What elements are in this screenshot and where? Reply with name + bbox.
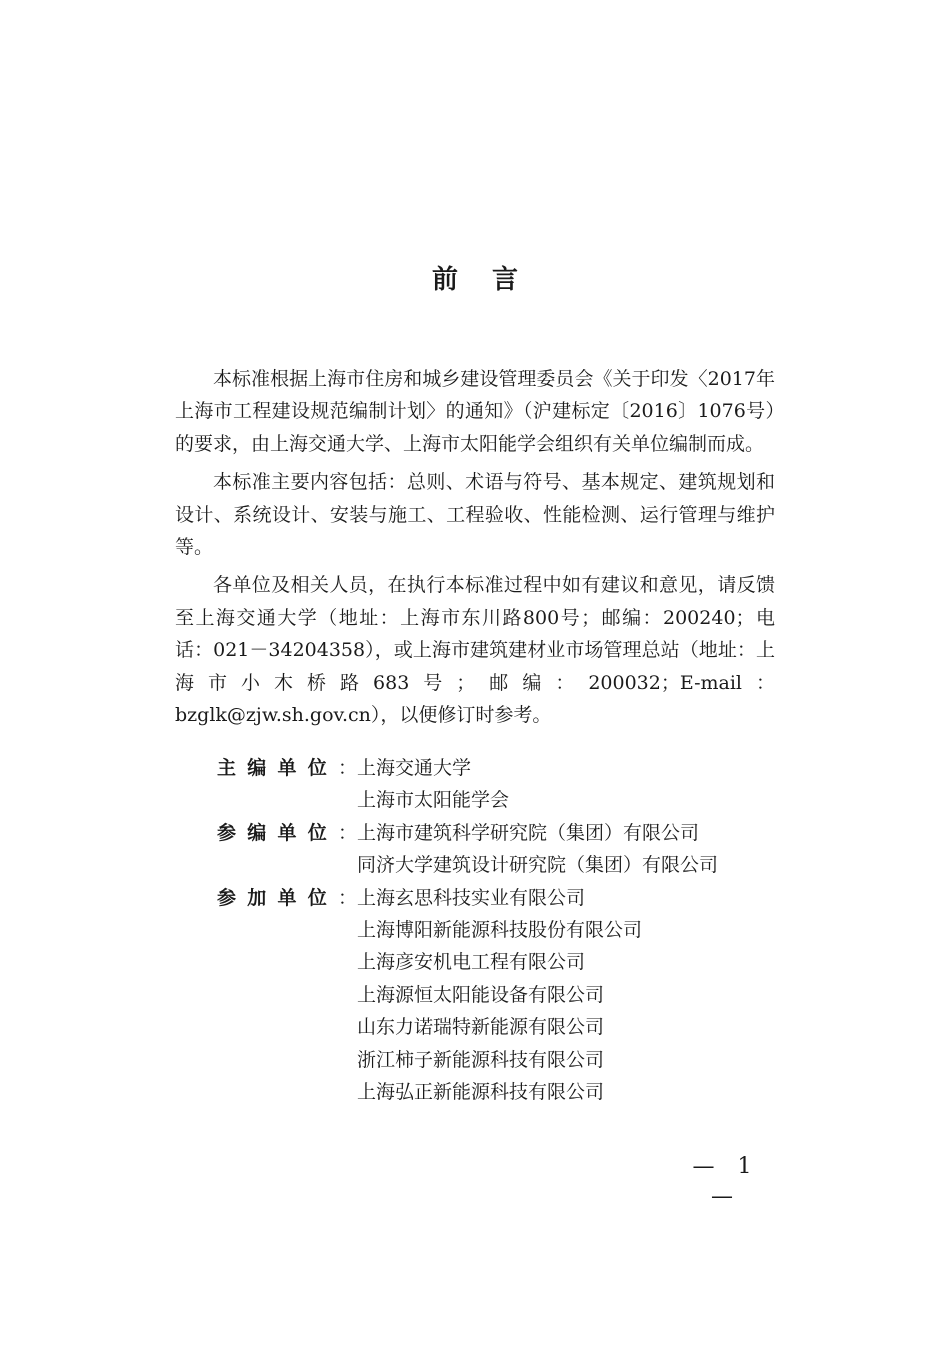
label-colon: ： bbox=[337, 757, 357, 779]
participating-editor-units bbox=[175, 817, 775, 882]
chief-editor-list bbox=[357, 752, 509, 817]
label-char: 位 bbox=[307, 821, 327, 844]
label-char: 单 bbox=[277, 757, 297, 779]
units-section bbox=[175, 752, 775, 1108]
label-char: 主 bbox=[217, 757, 237, 779]
unit-item: 浙江柿子新能源科技有限公司 bbox=[357, 1048, 605, 1071]
paragraph-basis: 本标准根据上海市住房和城乡建设管理委员会《关于印发〈2017年上海市工程建设规范编制计划〉的通知》（沪建标定〔2016〕1076号）的要求，由上海交通大学、上海市太阳能学会组织有关单位编制而成。 bbox=[175, 368, 775, 455]
unit-item: 上海玄思科技实业有限公司 bbox=[357, 886, 586, 909]
participating-editor-label bbox=[175, 817, 357, 882]
participating-editor-list bbox=[357, 817, 718, 882]
label-char: 参 bbox=[217, 886, 237, 909]
label-colon: ： bbox=[337, 821, 357, 844]
label-char: 编 bbox=[247, 757, 267, 779]
label-char: 加 bbox=[247, 886, 267, 909]
unit-item: 上海市太阳能学会 bbox=[357, 789, 510, 812]
label-colon: ： bbox=[337, 886, 357, 909]
joined-units-list bbox=[357, 882, 642, 1109]
unit-item: 上海博阳新能源科技股份有限公司 bbox=[357, 919, 643, 942]
unit-item: 上海源恒太阳能设备有限公司 bbox=[357, 983, 605, 1006]
unit-item: 上海弘正新能源科技有限公司 bbox=[357, 1081, 605, 1104]
paragraph-feedback: 各单位及相关人员，在执行本标准过程中如有建议和意见，请反馈至上海交通大学（地址：上海市东川路800号；邮编：200240；电话：021－34204358），或上海市建筑建材业市场管理总站（地址：上海市小木桥路683号；邮编：200032；E-mail：bzglk@zjw.sh.gov.cn），以便修订时参考。 bbox=[175, 574, 775, 727]
label-char: 参 bbox=[217, 821, 237, 844]
label-char: 单 bbox=[277, 821, 297, 844]
chief-editor-label bbox=[175, 752, 357, 817]
label-char: 位 bbox=[307, 886, 327, 909]
page-title: 前言 bbox=[431, 265, 552, 295]
joined-units bbox=[175, 882, 775, 1109]
chief-editor-units bbox=[175, 752, 775, 817]
unit-item: 上海市建筑科学研究院（集团）有限公司 bbox=[357, 821, 700, 844]
joined-units-label bbox=[175, 882, 357, 1109]
page-number: — 1 — bbox=[692, 1154, 760, 1209]
unit-item: 上海彦安机电工程有限公司 bbox=[357, 951, 586, 974]
foreword-body bbox=[175, 363, 775, 737]
paragraph-contents: 本标准主要内容包括：总则、术语与符号、基本规定、建筑规划和设计、系统设计、安装与施工、工程验收、性能检测、运行管理与维护等。 bbox=[175, 471, 775, 559]
unit-item: 同济大学建筑设计研究院（集团）有限公司 bbox=[357, 854, 719, 877]
label-char: 编 bbox=[247, 821, 267, 844]
unit-item: 上海交通大学 bbox=[357, 757, 472, 779]
unit-item: 山东力诺瑞特新能源有限公司 bbox=[357, 1016, 605, 1039]
label-char: 单 bbox=[277, 886, 297, 909]
label-char: 位 bbox=[307, 757, 327, 779]
